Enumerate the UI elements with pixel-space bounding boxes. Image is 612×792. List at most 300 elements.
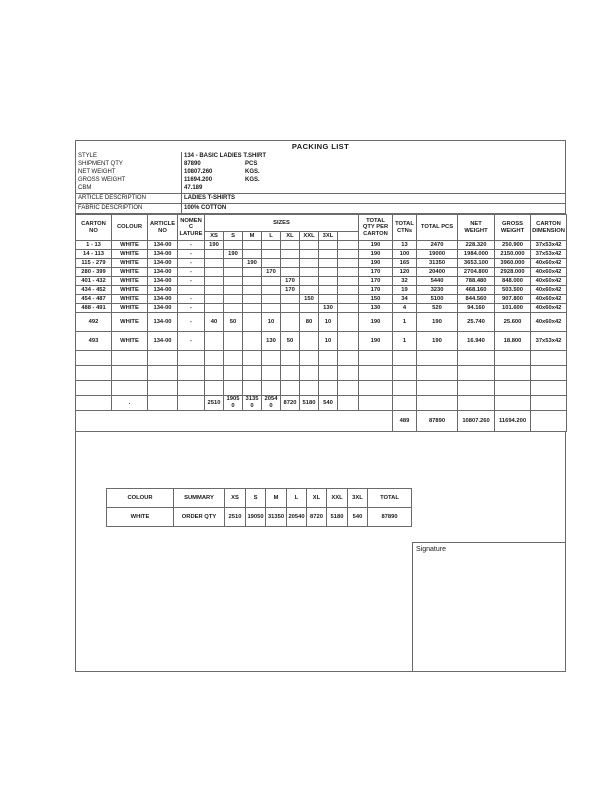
packing-row	[76, 313, 567, 332]
packing-cell: 3960.000	[495, 259, 531, 268]
col-header-article-no: ARTICLE NO	[148, 215, 178, 241]
packing-cell: 40x60x42	[531, 286, 567, 295]
packing-cell: 2470	[417, 241, 458, 250]
grand-total-row	[76, 411, 567, 432]
packing-cell	[205, 332, 224, 351]
packing-cell: 130	[319, 304, 338, 313]
col-header-total-ctns: TOTAL CTNs	[393, 215, 417, 241]
packing-cell: 134-00	[148, 259, 178, 268]
packing-cell	[281, 351, 300, 366]
packing-cell	[205, 304, 224, 313]
packing-cell: 280 - 399	[76, 268, 112, 277]
size-label: XL	[281, 232, 300, 241]
packing-cell	[224, 304, 243, 313]
packing-cell: 19	[393, 286, 417, 295]
info-row-net-weight	[76, 168, 565, 176]
packing-cell	[300, 351, 319, 366]
packing-cell	[112, 351, 148, 366]
packing-cell	[458, 366, 495, 381]
packing-cell: 170	[359, 286, 393, 295]
info-row-cbm	[76, 184, 565, 194]
packing-cell	[458, 351, 495, 366]
packing-cell	[300, 250, 319, 259]
packing-cell	[319, 295, 338, 304]
packing-cell: 488 - 491	[76, 304, 112, 313]
packing-cell	[417, 351, 458, 366]
packing-cell	[224, 259, 243, 268]
info-row-style	[76, 152, 565, 160]
packing-row	[76, 366, 567, 381]
summary-cell: 31350	[266, 508, 287, 527]
size-label: XXL	[300, 232, 319, 241]
packing-cell: 50	[281, 332, 300, 351]
packing-cell: 14 - 113	[76, 250, 112, 259]
packing-cell	[359, 366, 393, 381]
packing-cell: 170	[359, 277, 393, 286]
packing-row	[76, 304, 567, 313]
col-header-total-pcs: TOTAL PCS	[417, 215, 458, 241]
summary-header-cell: S	[246, 489, 266, 508]
packing-cell	[319, 366, 338, 381]
packing-cell	[205, 351, 224, 366]
packing-cell	[205, 259, 224, 268]
col-header-carton-dimension: CARTON DIMENSION	[531, 215, 567, 241]
packing-cell: 10	[319, 332, 338, 351]
packing-cell	[338, 366, 359, 381]
col-header-net-weight: NET WEIGHT	[458, 215, 495, 241]
packing-cell	[243, 381, 262, 396]
packing-list-page	[75, 140, 566, 672]
info-value: 87890	[181, 160, 243, 168]
packing-cell: 40x60x42	[531, 304, 567, 313]
packing-cell	[112, 381, 148, 396]
packing-cell	[205, 381, 224, 396]
packing-cell: 493	[76, 332, 112, 351]
packing-cell	[205, 295, 224, 304]
packing-cell: 19000	[417, 250, 458, 259]
packing-cell	[262, 351, 281, 366]
packing-cell	[205, 286, 224, 295]
summary-header-cell: XS	[225, 489, 246, 508]
packing-cell	[319, 268, 338, 277]
packing-cell	[243, 351, 262, 366]
info-unit: KGS.	[245, 169, 260, 175]
packing-cell: 190	[359, 332, 393, 351]
summary-header-cell: TOTAL	[368, 489, 412, 508]
packing-cell	[224, 381, 243, 396]
packing-cell	[224, 332, 243, 351]
packing-cell: 788.480	[458, 277, 495, 286]
packing-cell	[76, 381, 112, 396]
packing-cell	[495, 366, 531, 381]
packing-table-header	[76, 215, 567, 241]
packing-cell: 844.560	[458, 295, 495, 304]
packing-cell: 3653.100	[458, 259, 495, 268]
packing-cell	[319, 381, 338, 396]
packing-cell	[262, 295, 281, 304]
summary-header-cell: XXL	[327, 489, 348, 508]
packing-row	[76, 396, 567, 411]
packing-row	[76, 295, 567, 304]
size-label: M	[243, 232, 262, 241]
packing-cell: 1984.000	[458, 250, 495, 259]
packing-cell	[338, 295, 359, 304]
packing-table	[75, 214, 567, 432]
signature-box	[412, 542, 566, 672]
document-header	[75, 140, 566, 214]
col-header-gross-weight: GROSS WEIGHT	[495, 215, 531, 241]
size-label: L	[262, 232, 281, 241]
packing-cell: 2704.800	[458, 268, 495, 277]
packing-cell: 907.800	[495, 295, 531, 304]
packing-cell	[178, 286, 205, 295]
packing-cell	[262, 277, 281, 286]
packing-cell	[224, 286, 243, 295]
packing-cell: 454 - 487	[76, 295, 112, 304]
packing-cell: 401 - 432	[76, 277, 112, 286]
packing-cell	[243, 366, 262, 381]
packing-cell: 134-00	[148, 277, 178, 286]
packing-cell: 20400	[417, 268, 458, 277]
packing-cell	[243, 277, 262, 286]
info-label: GROSS WEIGHT	[78, 177, 126, 183]
packing-cell: -	[178, 241, 205, 250]
packing-cell	[205, 366, 224, 381]
packing-cell	[338, 396, 359, 411]
packing-cell: 190	[205, 241, 224, 250]
packing-cell	[243, 304, 262, 313]
packing-cell	[319, 277, 338, 286]
grand-total-pcs: 87890	[417, 411, 458, 432]
packing-cell: WHITE	[112, 313, 148, 332]
info-value: 11694.200	[181, 176, 243, 184]
lower-section	[75, 432, 566, 672]
packing-cell	[338, 259, 359, 268]
packing-cell: 40	[205, 313, 224, 332]
info-value: 134 - BASIC LADIES T.SHIRT	[181, 152, 243, 160]
packing-cell	[319, 351, 338, 366]
packing-cell: 503.500	[495, 286, 531, 295]
info-unit: PCS	[245, 161, 258, 167]
packing-cell	[300, 277, 319, 286]
packing-cell: 190	[417, 332, 458, 351]
packing-row	[76, 268, 567, 277]
packing-row	[76, 332, 567, 351]
packing-cell: 150	[359, 295, 393, 304]
packing-cell: 540	[319, 396, 338, 411]
summary-header-cell: XL	[307, 489, 327, 508]
packing-cell: 190	[359, 313, 393, 332]
packing-cell: 18.800	[495, 332, 531, 351]
info-value: LADIES T-SHIRTS	[181, 194, 243, 203]
packing-cell: 37x53x42	[531, 241, 567, 250]
packing-cell: -	[178, 259, 205, 268]
summary-row	[107, 508, 412, 527]
packing-cell: -	[178, 313, 205, 332]
packing-cell	[338, 304, 359, 313]
packing-cell: -	[178, 332, 205, 351]
packing-cell	[495, 381, 531, 396]
packing-cell: 170	[281, 286, 300, 295]
packing-cell: 2510	[205, 396, 224, 411]
packing-cell: 80	[300, 313, 319, 332]
packing-cell: -	[178, 304, 205, 313]
size-label: XS	[205, 232, 224, 241]
packing-cell	[338, 241, 359, 250]
packing-cell	[393, 351, 417, 366]
summary-header-cell: COLOUR	[107, 489, 174, 508]
packing-cell	[76, 366, 112, 381]
summary-cell: 87890	[368, 508, 412, 527]
packing-cell	[338, 332, 359, 351]
packing-cell: 190	[359, 241, 393, 250]
packing-cell: -	[178, 250, 205, 259]
summary-cell: WHITE	[107, 508, 174, 527]
info-label: CBM	[78, 185, 92, 191]
packing-cell	[224, 366, 243, 381]
packing-cell	[262, 304, 281, 313]
packing-cell: 3230	[417, 286, 458, 295]
packing-cell: 101.600	[495, 304, 531, 313]
packing-cell: 190	[359, 259, 393, 268]
packing-cell	[262, 366, 281, 381]
packing-cell	[495, 351, 531, 366]
packing-cell: 5440	[417, 277, 458, 286]
packing-cell: WHITE	[112, 259, 148, 268]
packing-cell: 10	[319, 313, 338, 332]
summary-header-cell: M	[266, 489, 287, 508]
packing-cell: 32	[393, 277, 417, 286]
packing-cell: 1 - 13	[76, 241, 112, 250]
packing-cell	[300, 259, 319, 268]
packing-cell: .	[112, 396, 148, 411]
packing-cell: 130	[262, 332, 281, 351]
packing-cell: -	[178, 268, 205, 277]
summary-cell: 540	[348, 508, 368, 527]
packing-cell	[417, 396, 458, 411]
packing-cell: 134-00	[148, 250, 178, 259]
packing-cell	[243, 286, 262, 295]
info-label: STYLE	[78, 153, 98, 159]
packing-cell: -	[178, 295, 205, 304]
packing-row	[76, 250, 567, 259]
info-row-gross-weight	[76, 176, 565, 184]
packing-cell: 19050	[224, 396, 243, 411]
packing-cell	[262, 250, 281, 259]
grand-total-dimension	[531, 411, 567, 432]
packing-cell	[531, 381, 567, 396]
packing-cell	[338, 381, 359, 396]
packing-cell: 170	[359, 268, 393, 277]
info-value: 47.189	[181, 184, 243, 193]
summary-header-row	[107, 489, 412, 508]
packing-cell: 13	[393, 241, 417, 250]
packing-cell	[531, 351, 567, 366]
packing-cell	[243, 295, 262, 304]
packing-cell	[224, 277, 243, 286]
packing-cell	[393, 381, 417, 396]
packing-cell: 520	[417, 304, 458, 313]
packing-cell	[262, 241, 281, 250]
packing-cell: 190	[359, 250, 393, 259]
packing-cell	[300, 366, 319, 381]
grand-total-net-weight: 10807.260	[458, 411, 495, 432]
packing-cell: 434 - 452	[76, 286, 112, 295]
packing-cell: 134-00	[148, 332, 178, 351]
packing-cell	[243, 250, 262, 259]
packing-cell	[243, 313, 262, 332]
packing-cell: 190	[224, 250, 243, 259]
summary-cell: 2510	[225, 508, 246, 527]
summary-header-cell: 3XL	[348, 489, 368, 508]
summary-header-cell: SUMMARY	[174, 489, 225, 508]
packing-table-body	[76, 241, 567, 411]
packing-row	[76, 277, 567, 286]
packing-cell: -	[178, 277, 205, 286]
packing-cell: 170	[281, 277, 300, 286]
packing-cell	[319, 241, 338, 250]
packing-cell	[417, 366, 458, 381]
packing-cell: WHITE	[112, 304, 148, 313]
summary-cell: 5180	[327, 508, 348, 527]
packing-cell: 20540	[262, 396, 281, 411]
packing-cell: 150	[300, 295, 319, 304]
grand-total-gross-weight: 11694.200	[495, 411, 531, 432]
packing-cell	[393, 366, 417, 381]
packing-cell: 40x60x42	[531, 277, 567, 286]
packing-cell: 94.160	[458, 304, 495, 313]
packing-cell: 170	[262, 268, 281, 277]
info-label: FABRIC DESCRIPTION	[78, 205, 143, 211]
packing-cell: WHITE	[112, 295, 148, 304]
packing-cell: 4	[393, 304, 417, 313]
packing-cell	[281, 241, 300, 250]
summary-body	[107, 508, 412, 527]
packing-cell	[224, 351, 243, 366]
packing-cell: 50	[224, 313, 243, 332]
packing-cell: 120	[393, 268, 417, 277]
info-row-shipment-qty	[76, 160, 565, 168]
packing-cell	[281, 366, 300, 381]
packing-cell	[458, 381, 495, 396]
packing-cell: 190	[417, 313, 458, 332]
summary-header-cell: L	[287, 489, 307, 508]
packing-cell	[148, 396, 178, 411]
packing-cell: 34	[393, 295, 417, 304]
summary-cell: ORDER QTY	[174, 508, 225, 527]
info-unit	[243, 184, 245, 193]
packing-cell: 2150.000	[495, 250, 531, 259]
packing-cell	[281, 304, 300, 313]
packing-cell	[76, 351, 112, 366]
packing-cell	[76, 396, 112, 411]
size-label: 3XL	[319, 232, 338, 241]
packing-cell	[495, 396, 531, 411]
packing-cell	[243, 268, 262, 277]
packing-cell: WHITE	[112, 268, 148, 277]
page-title: PACKING LIST	[291, 142, 350, 151]
packing-cell: 134-00	[148, 241, 178, 250]
packing-cell	[359, 381, 393, 396]
packing-cell	[300, 381, 319, 396]
packing-cell	[178, 396, 205, 411]
packing-cell	[338, 250, 359, 259]
packing-cell: 115 - 279	[76, 259, 112, 268]
packing-cell	[300, 332, 319, 351]
packing-cell	[531, 396, 567, 411]
packing-cell: 5180	[300, 396, 319, 411]
summary-cell: 19050	[246, 508, 266, 527]
packing-cell: 848.000	[495, 277, 531, 286]
packing-cell	[243, 241, 262, 250]
packing-cell	[205, 268, 224, 277]
info-value: 10807.260	[181, 168, 243, 176]
packing-cell: 5100	[417, 295, 458, 304]
packing-cell	[224, 241, 243, 250]
info-value: 100% COTTON	[181, 204, 243, 213]
packing-row	[76, 286, 567, 295]
packing-cell	[178, 366, 205, 381]
packing-cell: 31350	[417, 259, 458, 268]
info-row-fabric-description	[76, 204, 565, 214]
packing-cell: 165	[393, 259, 417, 268]
packing-cell	[148, 366, 178, 381]
info-label: NET WEIGHT	[78, 169, 116, 175]
info-label: ARTICLE DESCRIPTION	[78, 195, 146, 201]
packing-cell	[112, 366, 148, 381]
packing-cell: 10	[262, 313, 281, 332]
packing-row	[76, 381, 567, 396]
packing-cell: 25.600	[495, 313, 531, 332]
packing-cell	[417, 381, 458, 396]
info-unit	[243, 204, 245, 213]
packing-cell	[262, 286, 281, 295]
packing-cell	[243, 332, 262, 351]
packing-cell	[319, 250, 338, 259]
packing-cell	[281, 295, 300, 304]
packing-cell	[300, 286, 319, 295]
packing-cell: 134-00	[148, 286, 178, 295]
packing-cell: 8720	[281, 396, 300, 411]
packing-cell	[300, 304, 319, 313]
packing-cell: 492	[76, 313, 112, 332]
packing-cell: 2928.000	[495, 268, 531, 277]
col-header-colour: COLOUR	[112, 215, 148, 241]
size-label	[338, 232, 359, 241]
packing-cell: 1	[393, 313, 417, 332]
packing-cell	[281, 250, 300, 259]
packing-cell: WHITE	[112, 250, 148, 259]
summary-cell: 8720	[307, 508, 327, 527]
packing-cell: 134-00	[148, 268, 178, 277]
signature-label: Signature	[416, 546, 446, 553]
packing-cell	[281, 381, 300, 396]
grand-total-ctns: 489	[393, 411, 417, 432]
packing-cell: 134-00	[148, 304, 178, 313]
packing-cell: 468.160	[458, 286, 495, 295]
packing-row	[76, 351, 567, 366]
grand-total-empty-left	[76, 411, 393, 432]
packing-cell	[224, 295, 243, 304]
info-row-article-description	[76, 194, 565, 204]
col-header-sizes: SIZES	[205, 215, 359, 232]
summary-table	[106, 488, 412, 527]
packing-cell: 40x60x42	[531, 295, 567, 304]
packing-cell: WHITE	[112, 277, 148, 286]
packing-cell: WHITE	[112, 286, 148, 295]
packing-cell: 40x60x42	[531, 313, 567, 332]
packing-cell	[205, 250, 224, 259]
